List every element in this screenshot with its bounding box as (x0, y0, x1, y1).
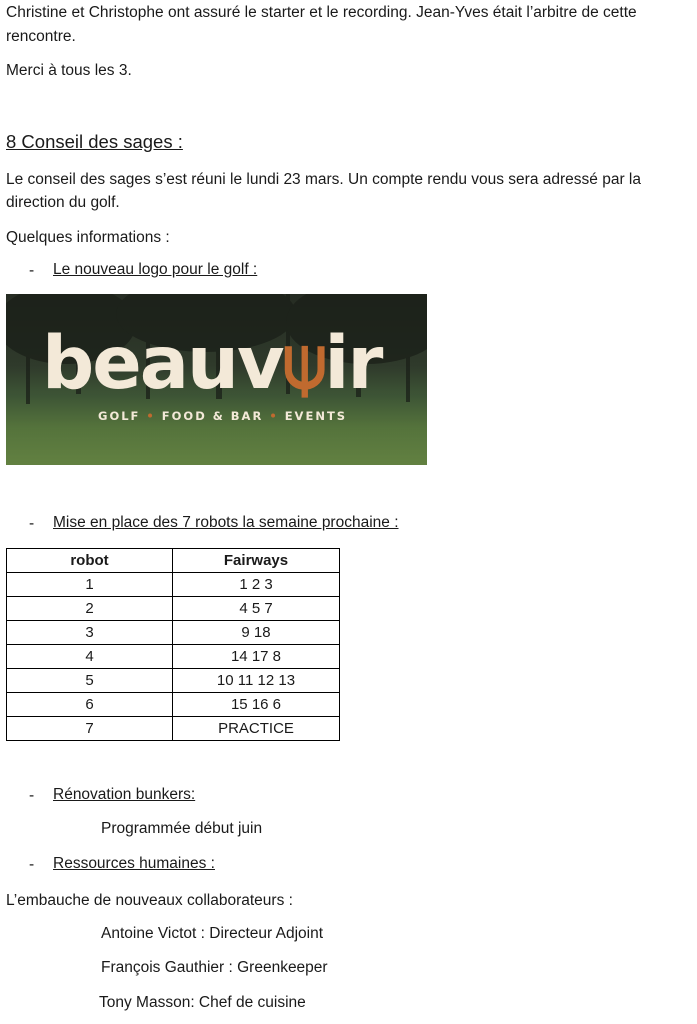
golf-logo-banner (6, 294, 427, 465)
header-fairways: Fairways (173, 549, 340, 573)
section-para-line-1: Le conseil des sages s’est réuni le lundi 23 mars. Un compte rendu vous sera adressé par la (6, 171, 641, 188)
hr-intro: L’embauche de nouveaux collaborateurs : (6, 892, 293, 909)
robots-table (6, 548, 340, 741)
fairways-cell: 14 17 8 (173, 645, 340, 669)
logo-tagline-events: EVENTS (284, 409, 348, 423)
bunkers-detail: Programmée début juin (101, 820, 263, 837)
logo-separator: • (146, 409, 156, 423)
hr-person: Antoine Victot : Directeur Adjoint (101, 925, 324, 942)
bullet-hr: Ressources humaines : (53, 855, 215, 872)
logo-word-end: ir (324, 321, 382, 406)
robot-cell: 5 (7, 669, 173, 693)
fairways-cell: 4 5 7 (173, 597, 340, 621)
table-row (7, 621, 340, 645)
robot-cell: 7 (7, 717, 173, 741)
logo-tagline (98, 409, 347, 423)
table-header-row (7, 549, 340, 573)
robot-cell: 6 (7, 693, 173, 717)
bullet-robots: Mise en place des 7 robots la semaine prochaine : (53, 514, 399, 531)
table-row (7, 573, 340, 597)
thanks-text: Merci à tous les 3. (6, 62, 132, 79)
fairways-cell: PRACTICE (173, 717, 340, 741)
intro-line-1: Christine et Christophe ont assuré le starter et le recording. Jean-Yves était l’arbitre de cette (6, 4, 637, 21)
hr-person: François Gauthier : Greenkeeper (101, 959, 328, 976)
table-row (7, 669, 340, 693)
bullet-dash: - (29, 856, 35, 873)
table-row (7, 693, 340, 717)
tree-o-icon: ⍦ (282, 321, 325, 406)
logo-separator: • (269, 409, 279, 423)
logo-word-start: beauv (42, 321, 283, 406)
section-heading: 8 Conseil des sages : (6, 131, 183, 152)
robot-cell: 2 (7, 597, 173, 621)
robot-cell: 4 (7, 645, 173, 669)
table-row (7, 645, 340, 669)
info-label: Quelques informations : (6, 229, 170, 246)
table-row (7, 597, 340, 621)
table-row (7, 717, 340, 741)
bullet-dash: - (29, 262, 35, 279)
section-para-line-2: direction du golf. (6, 194, 120, 211)
logo-tagline-food: FOOD & BAR (161, 409, 264, 423)
bullet-dash: - (29, 515, 35, 532)
fairways-cell: 1 2 3 (173, 573, 340, 597)
bullet-dash: - (29, 787, 35, 804)
fairways-cell: 15 16 6 (173, 693, 340, 717)
bullet-bunkers: Rénovation bunkers: (53, 786, 196, 803)
fairways-cell: 9 18 (173, 621, 340, 645)
hr-person: Tony Masson: Chef de cuisine (99, 994, 306, 1011)
logo-wordmark (42, 321, 382, 406)
header-robot: robot (7, 549, 173, 573)
intro-line-2: rencontre. (6, 28, 76, 45)
bullet-logo: Le nouveau logo pour le golf : (53, 261, 258, 278)
fairways-cell: 10 11 12 13 (173, 669, 340, 693)
logo-tagline-golf: GOLF (98, 409, 141, 423)
robot-cell: 1 (7, 573, 173, 597)
robot-cell: 3 (7, 621, 173, 645)
